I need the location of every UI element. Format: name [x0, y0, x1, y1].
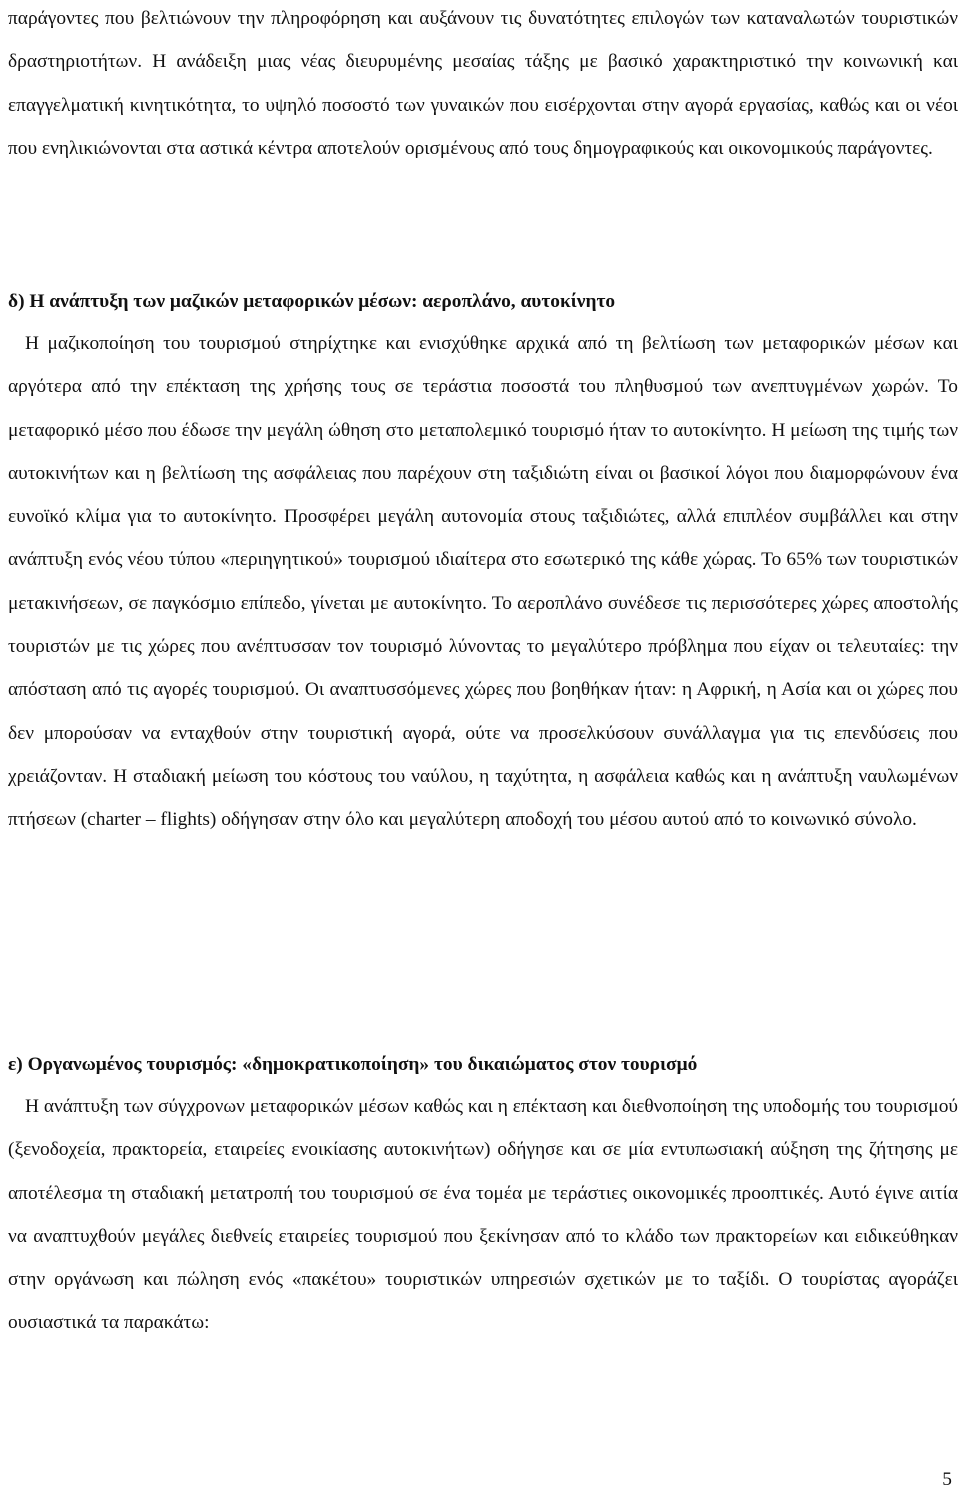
section-heading-organized-tourism: ε) Οργανωμένος τουρισμός: «δημοκρατικοποίηση» του δικαιώματος στον τουρισμό [8, 1054, 698, 1075]
paragraph-organized-tourism: Η ανάπτυξη των σύγχρονων μεταφορικών μέσων καθώς και η επέκταση και διεθνοποίηση της υποδομής του τουρισμού (ξενοδοχεία, πρακτορεία, εταιρείες ενοικίασης αυτοκινήτων) οδήγησε και σε μία εντυπωσιακή αύξηση της ζήτησης με αποτέλεσμα τη σταδιακή μετατροπή του τουρισμού σε ένα τομέα με τεράστιες οικονομικές προοπτικές. Αυτό έγινε αιτία να αναπτυχθούν μεγάλες διεθνείς εταιρείες τουρισμού που ξεκίνησαν από το κλάδο των πρακτορείων και ειδικεύθηκαν στην οργάνωση και πώληση ενός «πακέτου» τουριστικών υπηρεσιών σχετικών με το ταξίδι. Ο τουρίστας αγοράζει ουσιαστικά τα παρακάτω: [8, 1096, 958, 1334]
paragraph-mass-transport: Η μαζικοποίηση του τουρισμού στηρίχτηκε και ενισχύθηκε αρχικά από τη βελτίωση των μεταφορικών μέσων και αργότερα από την επέκταση της χρήσης τους σε τεράστια ποσοστά του πληθυσμού των ανεπτυγμένων χωρών. Το μεταφορικό μέσο που έδωσε την μεγάλη ώθηση στο μεταπολεμικό τουρισμό ήταν το αυτοκίνητο. Η μείωση της τιμής των αυτοκινήτων και η βελτίωση της ασφάλειας που παρέχουν στη ταξιδιώτη είναι οι βασικοί λόγοι που διαμορφώνουν ένα ευνοϊκό κλίμα για το αυτοκίνητο. Προσφέρει μεγάλη αυτονομία στους ταξιδιώτες, αλλά επιπλέον συμβάλλει και στην ανάπτυξη ενός νέου τύπου «περιηγητικού» τουρισμού ιδιαίτερα στο εσωτερικό της κάθε χώρας. Το 65% των τουριστικών μετακινήσεων, σε παγκόσμιο επίπεδο, γίνεται με αυτοκίνητο. Το αεροπλάνο συνέδεσε τις περισσότερες χώρες αποστολής τουριστών με τις χώρες που ανέπτυσσαν τον τουρισμό λύνοντας το μεγαλύτερο πρόβλημα που είχαν οι τελευταίες: την απόσταση από τις αγορές τουρισμού. Οι αναπτυσσόμενες χώρες που βοηθήκαν ήταν: η Αφρική, η Ασία και οι χώρες που δεν μπορούσαν να ενταχθούν στην τουριστική αγορά, ούτε να προσελκύσουν συνάλλαγμα για τις επενδύσεις που χρειάζονταν. Η σταδιακή μείωση του κόστους του ναύλου, η ταχύτητα, η ασφάλεια καθώς και η ανάπτυξη ναυλωμένων πτήσεων (charter – flights) οδήγησαν στην όλο και μεγαλύτερη αποδοχή του μέσου αυτού από το κοινωνικό σύνολο. [8, 333, 958, 831]
section-heading-mass-transport: δ) Η ανάπτυξη των μαζικών μεταφορικών μέσων: αεροπλάνο, αυτοκίνητο [8, 291, 616, 312]
paragraph-demographic-factors: παράγοντες που βελτιώνουν την πληροφόρηση και αυξάνουν τις δυνατότητες επιλογών των καταναλωτών τουριστικών δραστηριοτήτων. Η ανάδειξη μιας νέας διευρυμένης μεσαίας τάξης με βασικό χαρακτηριστικό την κοινωνική και επαγγελματική κινητικότητα, το υψηλό ποσοστό των γυναικών που εισέρχονται στην αγορά εργασίας, καθώς και οι νέοι που ενηλικιώνονται στα αστικά κέντρα αποτελούν ορισμένους από τους δημογραφικούς και οικονομικούς παράγοντες. [8, 8, 958, 159]
page-number: 5 [942, 1469, 952, 1490]
